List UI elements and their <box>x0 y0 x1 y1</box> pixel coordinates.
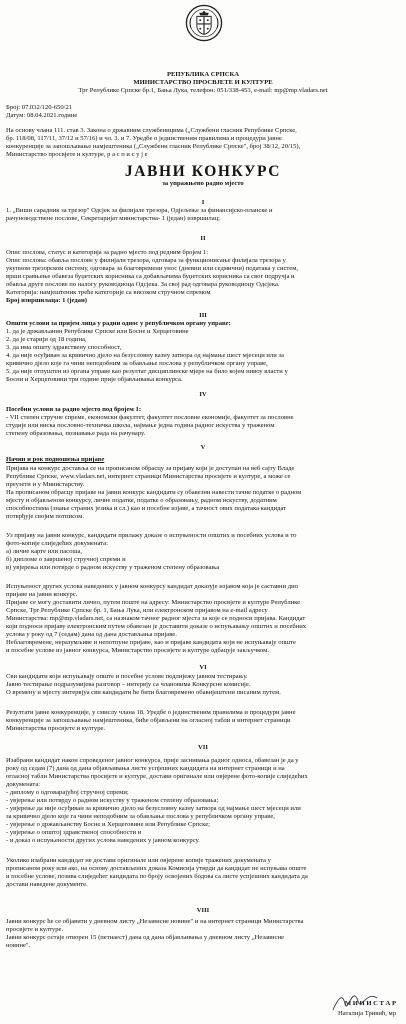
submission-text-line: Пријаве се могу доставити лично, путем поште на адресу: Министарство просвјете и културе Републике <box>6 599 301 606</box>
publication-line: Јавни конкурс остаје отворен 15 (петнаест) дана од дана објављивања у дневном листу „Независне <box>6 934 284 941</box>
special-condition-item: студије или виска пословно-техничка школа, најмање једна година радног искуства у траженом <box>6 422 275 429</box>
org-name-line2: МИНИСТАРСТВО ПРОСВЈЕТЕ И КУЛТУРЕ <box>133 79 273 86</box>
job-description-line: врши сравњење обавеза буџетских корисника са добављачима буџетских корисника са свог подручја и <box>6 273 295 280</box>
testing-text-line: О времену и мјесту интервјуа сви кандидати ће бити благовремено обавијештени писаним путем. <box>6 689 281 696</box>
intro-line: конкуренције за запошљавање намјештеника („Службени гласник Републике Српске", број 38/12, 20/15), <box>6 143 301 150</box>
submission-text-line: Српске, Трг Републике Српске бр. 1, Бања Лука, или електронском пријавом на e-mail адресу <box>6 607 268 614</box>
required-document-item: - увјерење или потврду о радном искуству у траженом степену образовања; <box>6 797 219 804</box>
selected-candidate-line: огласној табли Министарства просвјете и културе, достави оригинале или овјерене фото-копије слиједећих <box>6 773 308 780</box>
job-category-line: Категорија: намјештеник треће категорије са високом стручном спремом <box>6 289 211 296</box>
publication-line: просвјете и културе. <box>6 926 64 933</box>
general-condition-item: 3. да има општу здравствену способност, <box>6 344 122 351</box>
application-text-line: На прописаном обрасцу пријаве на јавни конкурс кандидати су обавезни навести тачне податке о радном <box>6 489 302 496</box>
application-text-line: Републике Српске, www.vladars.net, интернет страници Министарства просвјете и културе, а може се <box>6 473 291 480</box>
results-text-line: конкуренције за запошљавање намјештеника, биће објављени на огласној табли и интернет страници <box>6 717 291 724</box>
failure-to-submit-line: и посебне услове, позива слиједећег кандидата по броју освојених бодова са листе успјешних кандидата да <box>6 873 308 880</box>
documents-list-item: б) дипломе о завршеној стручној спреми и <box>6 556 126 563</box>
submission-text-line: и посебне услове из јавног конкурса, Министарство просвјете и културе одбацује закључком. <box>6 647 269 654</box>
special-condition-item: степену образовања, познавање рада на рачунару. <box>6 430 146 437</box>
signature-title: М И Н И С Т А Р <box>344 1000 396 1007</box>
application-text-line: способностима (знање страних језика и сл.) као и посебне изјаве, а тачност ових података кандидат <box>6 505 287 512</box>
general-condition-item: Босни и Херцеговини три године прије објављивања конкурса. <box>6 376 183 383</box>
testing-text-line: Јавно тестирање подразумијева разговор – интервју са члановима Конкурсне комисије. <box>6 681 251 688</box>
application-text-line: потврђује својим потписом. <box>6 513 84 520</box>
section-numeral-1: I <box>201 199 205 206</box>
results-text-line: Резултати јавне конкуренције, у смислу члана 18. Уредбе о јединственим правилима и процедури јавне <box>6 709 296 716</box>
required-document-item: - увјерење о општој здравственој способности и <box>6 829 142 836</box>
documents-text-line: Уз пријаву на јавни конкурс, кандидати прилажу доказе о испуњености општих и посебних услова и то <box>6 532 297 539</box>
required-document-item: - и доказ о испуњености других услова наведених у јавном конкурсу. <box>6 837 200 844</box>
selected-candidate-line: року од седам (7) дана од дана објављивања листе успјешних кандидата на интернет страници и на <box>6 765 285 772</box>
application-text-line: преузети и у Министарству. <box>6 481 85 488</box>
special-conditions-heading: Посебни услови за радно мјесто под бројем 1: <box>6 406 142 413</box>
section-numeral-2: II <box>200 235 206 242</box>
required-document-item: - диплому о одговарајућој стручној спреми; <box>6 789 129 796</box>
coat-of-arms-seal <box>185 4 223 42</box>
documents-text-line: фото-копије слиједећих докумената: <box>6 540 108 547</box>
submission-text-line: који подноси пријаву електронским путем обавезан је доставити доказе о испуњавању општих и посебних <box>6 623 307 630</box>
application-text-line: мјесту и објављеном конкурсу, личне податке, податке о образовању, радном искуству, додатним <box>6 497 277 504</box>
general-condition-item: 1. да је држављанин Републике Српске или Босне и Херцеговине <box>6 328 189 335</box>
general-condition-item: 2. да је старији од 18 година, <box>6 336 87 343</box>
section-numeral-3: III <box>199 312 207 319</box>
publication-line: новине". <box>6 942 31 949</box>
submission-text-line: пријаве на јавни конкурс. <box>6 591 78 598</box>
documents-list-item: а) личне карте или пасоша, <box>6 548 83 555</box>
section-numeral-8: VIII <box>196 907 210 914</box>
special-condition-item: - VII степен стручне спреме, економски факултет, факултет пословне економије, факултет за пословне <box>6 414 294 421</box>
submission-text-line: услова у року од 7 (седам) дана од дана достављања пријаве. <box>6 631 177 638</box>
submission-text-line: Министарства: mp@mp.vladars.net, са назнаком тачног радног мјеста за које се подноси пријава. Кандидат <box>6 615 306 622</box>
section-numeral-5: V <box>200 444 206 451</box>
job-description-line: укупном трезорском систему, одговара за благовремени унос (дневни или седмични) података у систем, <box>6 265 299 272</box>
general-condition-item: кривично дјело које га чини неподобним за обављање послова у републичком органу управе, <box>6 360 268 367</box>
signature-name: Наталија Тривић, мр <box>338 1010 396 1017</box>
general-condition-item: 5. да није отпуштен из органа управе као резултат дисциплинске мјере на било којем нивоу власти у <box>6 368 288 375</box>
org-address: Трг Републике Српске бр.1, Бања Лука, телефон: 051/338-453, e-mail: mp@mp.vladars.net <box>78 87 328 94</box>
section-numeral-7: VII <box>198 744 208 751</box>
results-text-line: Министарства просвјете и културе. <box>6 725 106 732</box>
required-document-item: за кривично дјело које га чини неподобним за обављање послова у републичком органу управе, <box>6 813 275 820</box>
testing-text-line: Сви кандидати који испуњавају опште и посебне услове подлијежу јавном тестирању. <box>6 673 248 680</box>
publication-line: Јавни конкурс ће се објавити у дневном листу „Независне новине" и на интернет страници Министарства <box>6 918 304 925</box>
document-number: Број: 07.032/120-650/21 <box>6 104 73 111</box>
handwritten-signature <box>330 990 380 1016</box>
failure-to-submit-line: прописаном року или ако, на основу достављених доказа Комисија утврди да кандидат не испуњава опште <box>6 865 307 872</box>
failure-to-submit-line: достави наведене документе. <box>6 881 88 888</box>
required-document-item: - увјерење да није осуђиван за кривично дјело на безусловну казну затвора од најмање шест мјесеци или <box>6 805 301 812</box>
job-description-line: обавља друге послове по налогу руководиоца Одсјека. За свој рад одговара руководиоцу Одсјека. <box>6 281 280 288</box>
position-line: 1. „Виши сарадник за трезор" Одсјек за филијале трезора, Одјељење за финансијско-планске и <box>6 207 273 214</box>
intro-line: Министарство просвјете и културе, р а с п и с у ј е <box>6 151 148 158</box>
submission-text-line: Испуњеност других услова наведених у јавном конкурсу кандидат доказује изјавом која је саставни дио <box>6 583 298 590</box>
section-numeral-6: VI <box>199 664 207 671</box>
section-numeral-4: IV <box>199 391 207 398</box>
required-document-item: - увјерење о држављанству Босне и Херцеговине или Републике Српске; <box>6 821 210 828</box>
position-line: рачуноводствене послове, Секретаријат министарства- 1 (један) извршилац; <box>6 215 220 222</box>
job-description-line: Опис послова, статус и категорија за радно мјесто под редним бројем 1: <box>6 249 209 256</box>
selected-candidate-line: докумената: <box>6 781 41 788</box>
selected-candidate-line: Изабрани кандидат након спроведеног јавног конкурса, прије заснивања радног односа, обавезан је да у <box>6 757 299 764</box>
intro-line: бр. 118/08, 117/11, 37/12 и 57/16) и чл. 3. и 7. Уредбе о јединственим правилима и процедури јавне <box>6 135 282 142</box>
job-positions-count: Број извршилаца: 1 (један) <box>6 297 87 304</box>
general-conditions-heading: Општи услови за пријем лица у радни однос у републичком органу управе: <box>6 320 231 327</box>
submission-text-line: Неблаговремене, неразумљиве и непотпуне пријаве, као и пријаве кандидата који не испуњавају опште <box>6 639 296 646</box>
document-date: Датум: 08.04.2021.године <box>6 112 78 119</box>
failure-to-submit-line: Уколико изабрани кандидат не достави оригинале или овјерене копије тражених докумената у <box>6 857 271 864</box>
documents-list-item: в) увјерења или потврде о радном искуству у траженом степену образовања <box>6 564 220 571</box>
document-title: ЈАВНИ КОНКУРС <box>124 163 282 180</box>
org-name-line1: РЕПУБЛИКА СРПСКА <box>166 71 240 78</box>
general-condition-item: 4. да није осуђиван за кривично дјело на безусловну казну затвора од најмање шест мјесеци или за <box>6 352 284 359</box>
application-heading: Начин и рок подношења пријаве <box>6 456 105 463</box>
job-description-line: Опис послова: обавља послове у филијали трезора, одговара за функционисање филијала трезора у <box>6 257 286 264</box>
application-text-line: Пријава на конкурс доставља се на прописаном обрасцу за пријаву који је доступан на веб сајту Владе <box>6 465 295 472</box>
document-subtitle: за упражњено радно мјесто <box>162 180 244 187</box>
intro-line: На основу члана 111. став 3. Закона о државним службеницима („Службени гласник Републике Српске, <box>6 127 297 134</box>
